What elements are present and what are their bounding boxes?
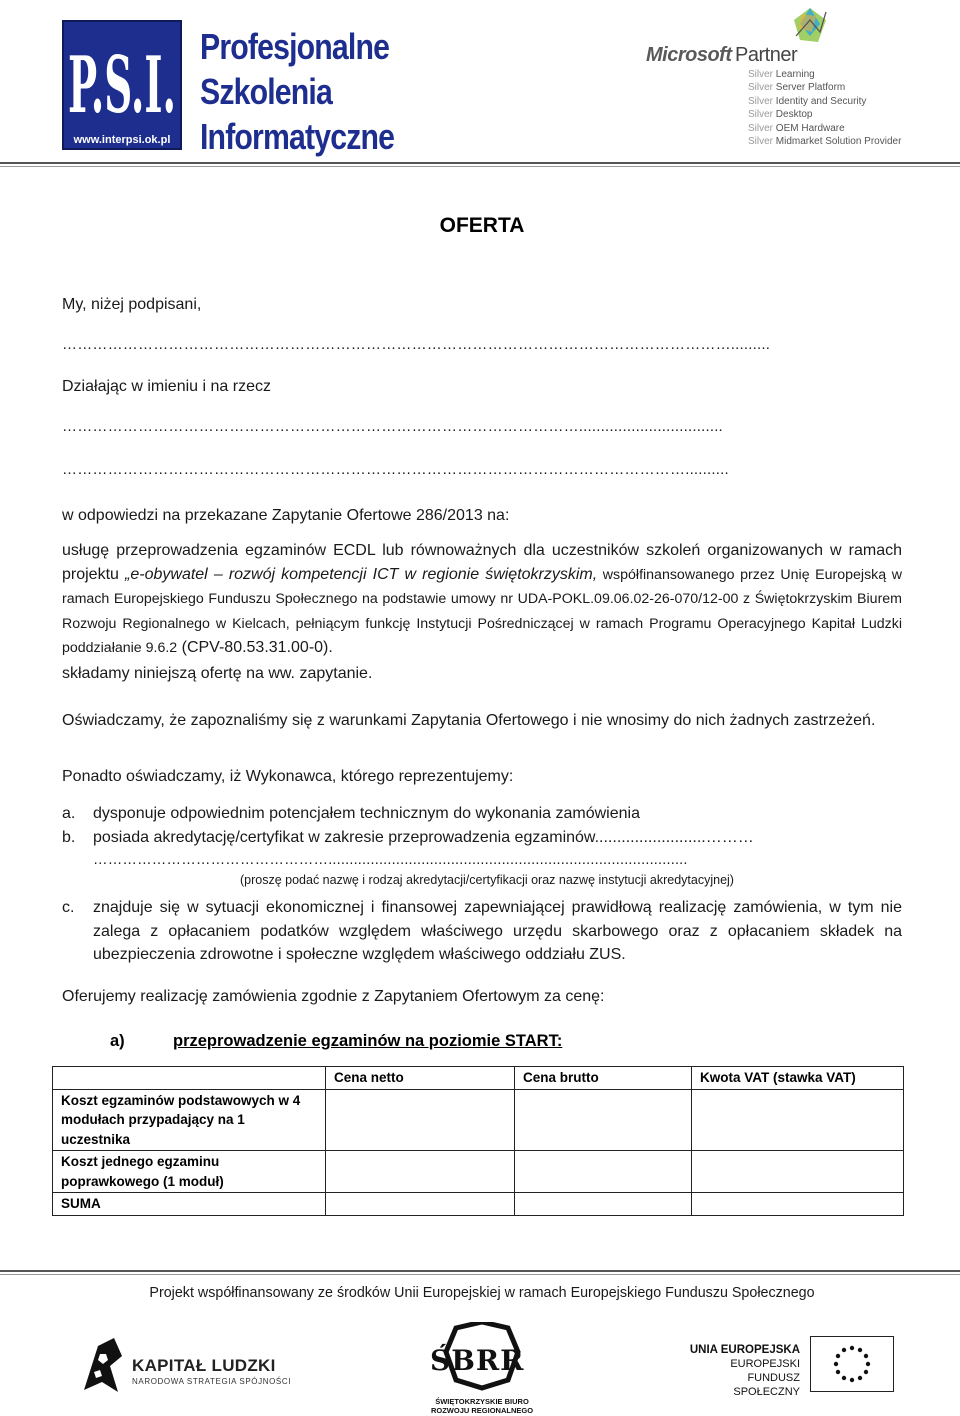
header-divider-thin <box>0 166 960 167</box>
header-divider <box>0 162 960 164</box>
sbrr-subtitle-2: ROZWOJU REGIONALNEGO <box>430 1406 534 1415</box>
partner-leaf-icon <box>790 6 830 46</box>
psi-letters: P.S.I. <box>68 40 176 131</box>
eu-label-line-2: EUROPEJSKI <box>730 1358 800 1370</box>
price-cell-gross[interactable] <box>515 1151 692 1193</box>
fill-line-entity-1: …………………………………………………………………………………………................................. <box>62 418 723 435</box>
moreover-text: Ponadto oświadczamy, iż Wykonawca, którego reprezentujemy: <box>62 768 514 785</box>
price-cell-vat[interactable] <box>692 1089 904 1151</box>
table-header-cell: Cena netto <box>326 1067 515 1090</box>
price-cell-vat[interactable] <box>692 1151 904 1193</box>
row-label: SUMA <box>53 1193 326 1216</box>
table-row <box>53 1151 904 1193</box>
acting-text: Działając w imieniu i na rzecz <box>62 378 271 395</box>
eu-label-line-1: UNIA EUROPEJSKA <box>689 1344 800 1356</box>
section-a-mark: a) <box>110 1032 125 1050</box>
price-cell-vat[interactable] <box>692 1193 904 1216</box>
response-text: w odpowiedzi na przekazane Zapytanie Ofertowe 286/2013 na: <box>62 507 510 524</box>
competency-item: Silver Learning <box>748 69 815 80</box>
table-header-cell <box>53 1067 326 1090</box>
price-cell-net[interactable] <box>326 1193 515 1216</box>
kapital-ludzki-subtitle: NARODOWA STRATEGIA SPÓJNOŚCI <box>132 1377 292 1386</box>
eu-flag-icon <box>810 1336 894 1392</box>
fill-line-entity-2: …………………………………………………………………………………………………………….......... <box>62 461 729 478</box>
sbrr-logo <box>426 1322 538 1416</box>
table-row <box>53 1089 904 1151</box>
table-row <box>53 1193 904 1216</box>
competency-item: Silver OEM Hardware <box>748 122 845 134</box>
table-header-cell: Cena brutto <box>515 1067 692 1090</box>
price-intro-text: Oferujemy realizację zamówienia zgodnie z Zapytaniem Ofertowym za cenę: <box>62 988 605 1005</box>
row-label: Koszt egzaminów podstawowych w 4 modułach przypadający na 1 uczestnika <box>53 1089 326 1151</box>
service-description: usługę przeprowadzenia egzaminów ECDL lub równoważnych dla uczestników szkoleń organizowanych w ramach projektu „e-obywatel – rozwój kompetencji ICT w regionie świętokrzyskim, współfinansowanego przez Unię Europejską w ramach Europejskiego Funduszu Społecznego na podstawie umowy nr UDA-POKL.09.06.02-26-070/12-00 z Świętokrzyskim Biurem Rozwoju Regionalnego w Kielcach, pełniącym funkcję Instytucji Pośredniczącej w ramach Programu Operacyjnego Kapitał Ludzki poddziałanie 9.6.2 (CPV-80.53.31.00-0). <box>62 542 902 656</box>
footer-divider <box>0 1270 960 1272</box>
competency-item: Silver Midmarket Solution Provider <box>748 136 902 148</box>
project-name: „e-obywatel – rozwój kompetencji ICT w regionie świętokrzyskim, <box>125 565 598 583</box>
footer-divider-thin <box>0 1274 960 1275</box>
section-a-title: przeprowadzenie egzaminów na poziomie START: <box>173 1032 563 1050</box>
company-name-line-1: Profesjonalne <box>200 26 390 67</box>
table-header-cell: Kwota VAT (stawka VAT) <box>692 1067 904 1090</box>
price-cell-gross[interactable] <box>515 1193 692 1216</box>
submit-text: składamy niniejszą ofertę na ww. zapytanie. <box>62 665 373 682</box>
footer-text: Projekt współfinansowany ze środków Unii Europejskiej w ramach Europejskiego Funduszu Społecznego <box>149 1285 815 1301</box>
competency-item: Silver Desktop <box>748 109 813 121</box>
eu-stars-icon <box>811 1337 893 1391</box>
partner-wordmark: Partner <box>735 44 798 66</box>
kapital-ludzki-name: KAPITAŁ LUDZKI <box>132 1356 276 1375</box>
microsoft-partner-wordmark <box>646 44 797 67</box>
price-table <box>52 1066 904 1216</box>
document-title: OFERTA <box>439 214 525 237</box>
intro-text: My, niżej podpisani, <box>62 296 202 313</box>
psi-letters-graphic <box>64 22 180 134</box>
competency-list <box>748 68 901 148</box>
company-name-line-2: Szkolenia <box>200 71 332 112</box>
microsoft-partner-badge <box>646 6 916 156</box>
price-cell-net[interactable] <box>326 1151 515 1193</box>
declaration-text: Oświadczamy, że zapoznaliśmy się z warunkami Zapytania Ofertowego i nie wnosimy do nich żadnych zastrzeżeń. <box>62 712 876 729</box>
table-header-row <box>53 1067 904 1090</box>
microsoft-wordmark: Microsoft <box>646 44 732 66</box>
eu-label-line-3: FUNDUSZ SPOŁECZNY <box>733 1372 800 1398</box>
kapital-ludzki-emblem-icon <box>80 1332 126 1398</box>
price-cell-net[interactable] <box>326 1089 515 1151</box>
eu-label <box>686 1343 800 1399</box>
kapital-ludzki-logo <box>80 1332 292 1402</box>
sbrr-wordmark: ŚBRR <box>430 1344 525 1377</box>
competency-item: Silver Identity and Security <box>748 95 867 107</box>
company-name-line-3: Informatyczne <box>200 116 395 157</box>
psi-url: www.interpsi.ok.pl <box>73 134 171 146</box>
fill-line-name: ……………………………………………………………………………………………………………………......... <box>62 336 771 353</box>
price-cell-gross[interactable] <box>515 1089 692 1151</box>
row-label: Koszt jednego egzaminu poprawkowego (1 moduł) <box>53 1151 326 1193</box>
accreditation-note: (proszę podać nazwę i rodzaj akredytacji/certyfikacji oraz nazwę instytucji akredytacyjnej) <box>240 873 734 887</box>
fill-line-accreditation: …………………………………………..................................................................................... <box>93 852 688 868</box>
psi-logo <box>62 20 182 150</box>
company-name <box>200 24 394 159</box>
sbrr-subtitle-1: ŚWIĘTOKRZYSKIE BIURO <box>435 1397 529 1406</box>
competency-item: Silver Server Platform <box>748 82 846 94</box>
